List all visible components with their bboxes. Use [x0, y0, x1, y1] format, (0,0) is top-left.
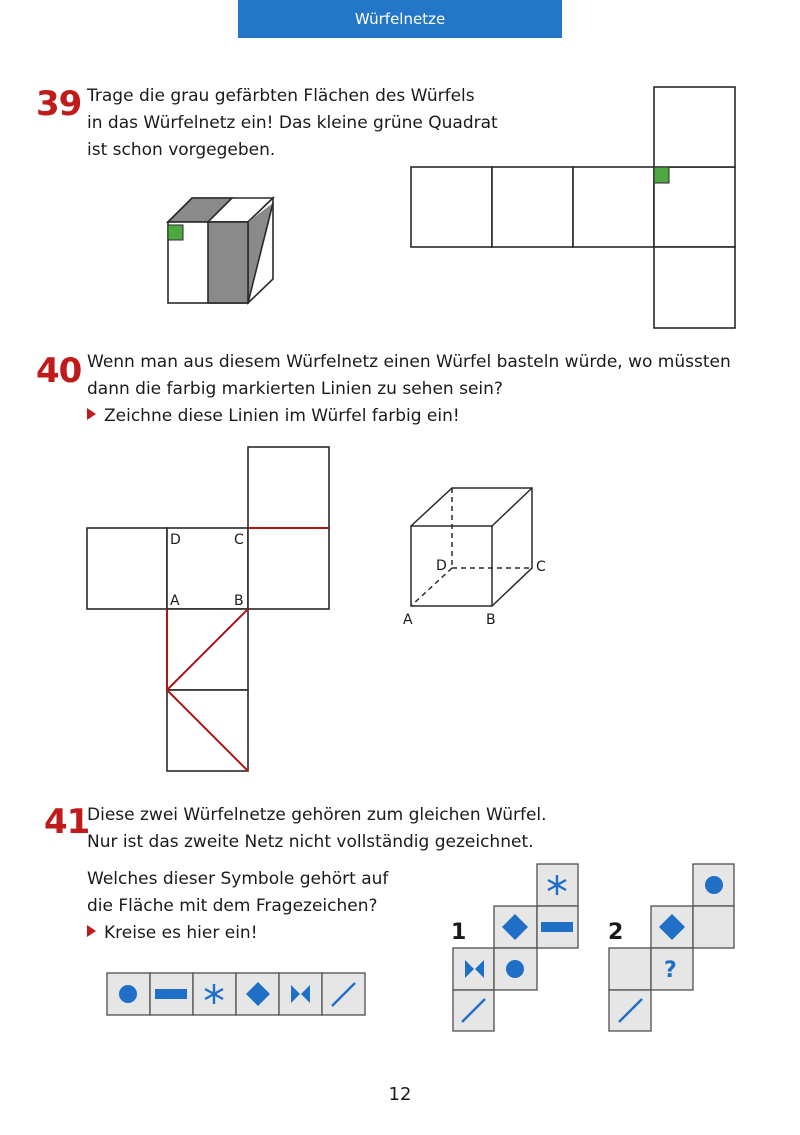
cube-front-gray-face	[208, 222, 248, 303]
cube-label-d: D	[436, 558, 447, 574]
cube-label-b: B	[486, 612, 496, 628]
answer-symbol-strip	[107, 973, 365, 1015]
task-39-number: 39	[36, 84, 82, 124]
task-40-cube	[411, 488, 532, 606]
net40-label-b: B	[234, 593, 244, 609]
task-39-line-1: Trage die grau gefärbten Flächen des Würfels	[87, 86, 475, 106]
net40-face	[248, 528, 329, 609]
net40-face	[87, 528, 167, 609]
task-40-line-2: dann die farbig markierten Linien zu sehen sein?	[87, 379, 503, 399]
task-40-number: 40	[36, 351, 82, 391]
circle-icon	[705, 876, 723, 894]
task-41-line-1: Diese zwei Würfelnetze gehören zum gleichen Würfel.	[87, 805, 547, 825]
net40-label-d: D	[170, 532, 181, 548]
cube-label-c: C	[536, 559, 546, 575]
net39-face	[492, 167, 573, 247]
net40-label-c: C	[234, 532, 244, 548]
net39-face	[411, 167, 492, 247]
task-41-question-1: Welches dieser Symbole gehört auf	[87, 869, 389, 889]
task-39-line-2: in das Würfelnetz ein! Das kleine grüne Quadrat	[87, 113, 498, 133]
net-1	[453, 864, 578, 1031]
task-41-instruction: Kreise es hier ein!	[87, 920, 258, 947]
task-40-line-1: Wenn man aus diesem Würfelnetz einen Würfel basteln würde, wo müssten	[87, 352, 731, 372]
net39-face	[573, 167, 654, 247]
task-41-question-2: die Fläche mit dem Fragezeichen?	[87, 896, 378, 916]
task-41-line-2: Nur ist das zweite Netz nicht vollständig gezeichnet.	[87, 832, 534, 852]
net39-face	[654, 87, 735, 167]
task-39-cube	[168, 198, 273, 303]
circle-icon	[506, 960, 524, 978]
task-40-instruction: Zeichne diese Linien im Würfel farbig ein!	[87, 403, 460, 430]
task-40-net	[87, 447, 329, 771]
net40-face	[248, 447, 329, 528]
net40-label-a: A	[170, 593, 180, 609]
bar-icon	[155, 989, 187, 999]
cube-label-a: A	[403, 612, 413, 628]
bar-icon	[541, 922, 573, 932]
task-39-net	[411, 87, 735, 328]
net-2	[609, 864, 734, 1031]
net39-face	[654, 247, 735, 328]
net1-label: 1	[451, 920, 467, 945]
question-mark: ?	[664, 958, 677, 983]
net2-label: 2	[608, 920, 624, 945]
answer-cell-bowtie[interactable]	[279, 973, 322, 1015]
cube-green-square	[168, 225, 183, 240]
task-39-line-3: ist schon vorgegeben.	[87, 140, 276, 160]
header-title: Würfelnetze	[238, 0, 562, 38]
page-number: 12	[388, 1084, 412, 1105]
task-41-number: 41	[44, 802, 90, 842]
circle-icon	[119, 985, 137, 1003]
net39-green-square	[654, 167, 669, 183]
